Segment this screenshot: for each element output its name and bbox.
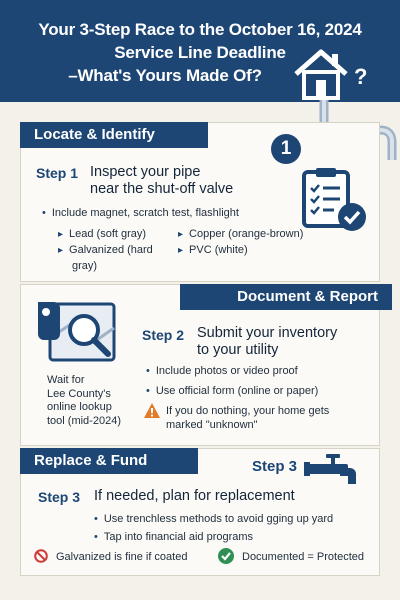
step3-bullet-financial: • Tap into financial aid programs <box>94 530 253 544</box>
step2-label: Step 2 <box>142 327 185 343</box>
lookup-note <box>47 374 121 428</box>
step3-corner-label: Step 3 <box>252 458 298 475</box>
prohibited-icon <box>34 549 48 563</box>
section1-banner: Locate & Identify <box>20 122 208 148</box>
warning-icon <box>143 402 161 419</box>
material-pvc: ▸ PVC (white) <box>178 243 248 258</box>
material-copper: ▸ Copper (orange-brown) <box>178 227 303 242</box>
step1-bullet: • Include magnet, scratch test, flashlight <box>42 206 239 220</box>
step2-bullet-photos: • Include photos or video proof <box>146 364 298 378</box>
step3-label: Step 3 <box>38 489 81 505</box>
step3-bullet-trenchless: • Use trenchless methods to avoid gging up yard <box>94 512 333 526</box>
footer-galvanized-note: Galvanized is fine if coated <box>56 551 188 563</box>
faucet-icon <box>304 452 360 496</box>
step1-label: Step 1 <box>36 165 79 181</box>
step1-title-line1: Inspect your pipe <box>90 164 201 180</box>
warning-text <box>166 404 329 432</box>
house-icon <box>290 44 352 106</box>
step2-title-line2: to your utility <box>197 342 279 358</box>
warning-line2: marked "unknown" <box>166 419 258 431</box>
warning-line1: If you do nothing, your home gets <box>166 405 330 417</box>
title-line-3: –What's Yours Made Of? <box>68 66 262 85</box>
title-line-1: Your 3-Step Race to the October 16, 2024 <box>38 20 362 39</box>
question-mark: ? <box>354 64 368 89</box>
step1-title <box>90 164 233 198</box>
lookup-line: Lee County's <box>47 387 111 400</box>
section2-banner: Document & Report <box>180 284 392 310</box>
step2-title <box>197 325 337 359</box>
footer-protected-note: Documented = Protected <box>242 551 364 563</box>
lookup-line: tool (mid-2024) <box>47 414 121 427</box>
clipboard-checklist-icon <box>300 166 370 236</box>
step2-title-line1: Submit your inventory <box>197 325 338 341</box>
checkmark-icon <box>218 548 234 564</box>
title-line-2: Service Line Deadline <box>114 43 286 62</box>
step-number-badge: 1 <box>271 134 301 164</box>
lookup-line: online lookup <box>47 401 112 413</box>
step2-bullet-form: • Use official form (online or paper) <box>146 384 318 398</box>
material-galvanized-cont: gray) <box>72 260 98 272</box>
material-galvanized: ▸ Galvanized (hard <box>58 243 153 258</box>
section3-banner: Replace & Fund <box>20 448 198 474</box>
lookup-line: Wait for <box>47 374 85 386</box>
map-search-icon <box>34 298 126 368</box>
step3-title: If needed, plan for replacement <box>94 488 295 504</box>
step1-title-line2: near the shut-off valve <box>90 181 234 197</box>
material-lead: ▸ Lead (soft gray) <box>58 227 146 242</box>
